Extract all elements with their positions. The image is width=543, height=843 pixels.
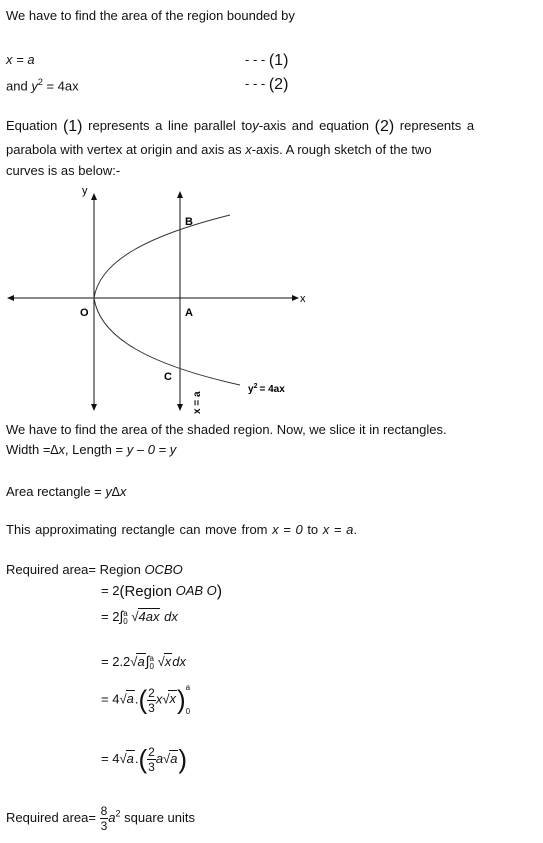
point-a-label: A [185,307,193,319]
move-line [6,522,357,537]
open-paren: ( [138,744,148,774]
tag-dashes: - - - [245,52,266,67]
move-text: This approximating rectangle can move from [6,522,268,537]
radicand-a: a [137,654,145,669]
equals: = [101,583,109,598]
x-axis-label: x [300,293,306,305]
move-end: . [353,522,357,537]
radicand-a: a [170,750,178,766]
lower-limit: 0 [123,616,128,626]
fraction [147,686,156,715]
region-name: OAB O [175,583,217,598]
point-c-label: C [164,371,172,383]
width-length-line [6,442,176,457]
para-line-3: curves is as below:- [6,163,121,178]
para-line-1 [6,118,474,136]
differential: dx [172,654,186,669]
equation-2-tag [245,76,288,94]
curve-label-rhs: = 4ax [259,384,285,395]
tag-number: (1) [268,52,289,69]
move-to: x = a [322,522,354,537]
lower-limit: 0 [185,707,191,716]
equals: = [88,809,96,825]
para-text: Equation [6,118,58,133]
var-a: a [108,809,116,825]
para-ref-2: (2) [374,118,395,135]
req-step-5: = 4√a.( $\frac{2}{3}$ x√x) a 0 [101,676,190,724]
para-text: represents a [399,118,475,133]
numerator: 2 [148,745,155,759]
radicand-x: x [169,691,176,707]
radical-icon: √ [157,654,165,669]
equals: = [101,691,109,707]
curve-label-exp: 2 [253,383,258,390]
var-x: x [245,142,252,157]
exponent: 2 [115,808,121,819]
radicand-a: a [126,750,134,766]
para-line-2 [6,142,432,157]
req-step-3 [101,608,178,626]
upper-limit: a [185,683,191,692]
numerator: 8 [100,804,108,818]
exponent: 2 [37,77,43,87]
equals: = [101,750,109,766]
equation-2 [6,77,79,93]
radical-icon: √ [163,750,171,766]
region-word: Region [99,562,141,577]
integral-sign: ∫ [119,608,124,624]
area-rectangle-line [6,484,126,499]
equals: = [101,654,109,669]
integral-sign: ∫ [145,653,150,669]
area-rect-value: y∆x [105,484,127,499]
numerator: 2 [148,685,155,700]
equals: = [88,562,96,577]
open-paren: ( [138,684,148,715]
final-label: Required area [6,809,89,825]
req-step-2 [101,583,222,601]
radicand-a: a [126,691,134,707]
intro-text: We have to find the area of the region bounded by [6,8,295,23]
equation-1-tag [245,52,288,70]
move-from: x = 0 [272,522,303,537]
coef: 4 [112,691,120,707]
curve-label-y: y [248,384,254,395]
shaded-text: We have to find the area of the shaded region. Now, we slice it in rectangles. [6,422,447,437]
integral-limits [150,655,154,671]
equals: = [101,609,109,624]
coef: 2 [112,583,120,598]
para-ref-1: (1) [62,118,83,135]
denominator: 3 [100,819,108,833]
parabola-sketch [0,180,330,420]
fraction [100,804,109,833]
point-o-label: O [80,307,89,319]
var-a: a [155,750,164,766]
final-answer [6,804,195,833]
unit: square units [124,809,195,825]
region-name: OCBO [144,562,183,577]
lower-limit: 0 [149,661,154,671]
coef: 4 [112,750,120,766]
equation-1: x = a [6,52,35,67]
para-text: parabola with vertex at origin and axis as [6,142,242,157]
close-paren: ) [178,744,188,774]
tag-number: (2) [268,76,289,93]
parabola-curve [94,215,240,385]
para-text: -axis. A rough sketch of the two [251,142,432,157]
radical-icon: √ [130,654,138,669]
integral-limits [123,610,127,626]
req-step-6: = 4√a.( $\frac{2}{3}$ a√a) [101,744,188,774]
radical-icon: √ [131,609,139,624]
radicand-x: x [164,654,172,669]
rhs: = 4ax [46,78,79,94]
area-rect-label: Area rectangle = [6,484,102,499]
req-step-1 [6,562,183,577]
y-axis-label: y [82,185,88,197]
differential: dx [164,609,178,624]
curve-label [248,383,285,395]
line-label: x = a [192,391,203,414]
radicand: 4ax [138,609,160,624]
width-value: ∆x [50,442,65,457]
var-y: y [31,78,38,94]
denominator: 3 [148,700,155,715]
upper-limit: a [149,653,154,663]
coef: 2 [112,609,120,624]
var-y: y [252,118,259,133]
move-to-word: to [307,522,319,537]
fraction [147,745,156,774]
denominator: 3 [148,760,155,774]
tag-dashes: - - - [245,76,266,91]
req-step-4 [101,653,186,671]
radical-icon: √ [119,750,127,766]
radical-icon: √ [119,691,127,707]
and-word: and [6,78,28,94]
length-label: , Length = [64,442,124,457]
coef: 2.2 [112,654,131,669]
var-x: x [155,691,163,707]
length-value: y – 0 = y [126,442,177,457]
close-paren: ) [216,583,223,600]
width-label: Width = [6,442,51,457]
region-word: (Region [119,583,172,600]
para-text: -axis and equation [258,118,369,133]
eval-limits [186,676,190,724]
close-paren: ) [176,684,186,715]
radical-icon: √ [162,691,170,707]
req-label: Required area [6,562,89,577]
point-b-label: B [185,216,193,228]
upper-limit: a [123,608,128,618]
para-text: represents a line parallel to [88,118,253,133]
